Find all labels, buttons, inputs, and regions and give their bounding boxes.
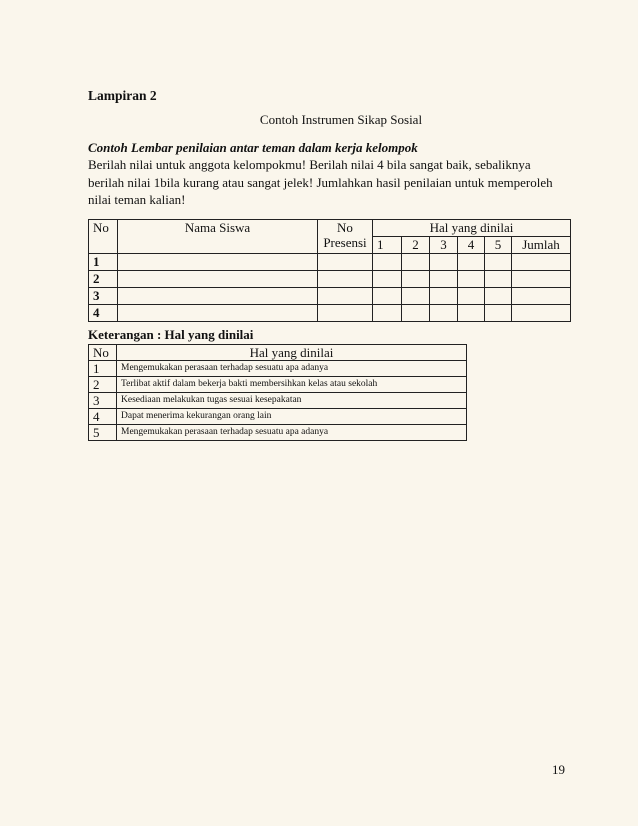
header-no-presensi: [318, 220, 373, 254]
criteria-no: 3: [89, 393, 117, 409]
table-row: [89, 254, 571, 271]
page-number: 19: [552, 762, 565, 777]
table-row: [89, 425, 467, 441]
table-row: [89, 305, 571, 322]
subheader-5: 5: [485, 237, 512, 254]
criteria-text: Mengemukakan perasaan terhadap sesuatu apa adanya: [117, 425, 467, 441]
table-row: [89, 409, 467, 425]
table-row: [89, 393, 467, 409]
table-row: [89, 288, 571, 305]
instructions-paragraph: Berilah nilai untuk anggota kelompokmu! Berilah nilai 4 bila sangat baik, sebaliknya berilah nilai 1bila kurang atau sangat jelek! Jumlahkan hasil penilaian untuk memperoleh nilai teman kalian!: [88, 157, 553, 207]
assessment-table: [88, 219, 571, 322]
table-row: [89, 271, 571, 288]
criteria-text: Terlibat aktif dalam bekerja bakti membersihkan kelas atau sekolah: [117, 377, 467, 393]
subheader-3: 3: [430, 237, 458, 254]
criteria-table: [88, 344, 467, 441]
subheader-jumlah: Jumlah: [512, 237, 571, 254]
section-subtitle: Contoh Lembar penilaian antar teman dalam kerja kelompok: [88, 140, 418, 155]
header-hal-yang-dinilai: Hal yang dinilai: [373, 220, 571, 237]
criteria-no: 2: [89, 377, 117, 393]
keterangan-heading: Keterangan : Hal yang dinilai: [88, 327, 254, 342]
criteria-header-no: No: [89, 345, 117, 361]
row-number: 3: [89, 288, 118, 305]
header-nama-siswa: Nama Siswa: [118, 220, 318, 254]
criteria-text: Dapat menerima kekurangan orang lain: [117, 409, 467, 425]
subheader-4: 4: [458, 237, 485, 254]
criteria-no: 4: [89, 409, 117, 425]
header-presensi-line2: Presensi: [323, 235, 367, 250]
header-no: No: [89, 220, 118, 254]
subheader-1: 1: [373, 237, 402, 254]
criteria-no: 5: [89, 425, 117, 441]
row-number: 1: [89, 254, 118, 271]
criteria-header-hal: Hal yang dinilai: [117, 345, 467, 361]
header-presensi-line1: No: [337, 220, 353, 235]
table-row: [89, 361, 467, 377]
row-number: 2: [89, 271, 118, 288]
document-title: Contoh Instrumen Sikap Sosial: [259, 112, 423, 127]
criteria-no: 1: [89, 361, 117, 377]
lampiran-heading: Lampiran 2: [88, 88, 157, 103]
table-row: [89, 377, 467, 393]
criteria-text: Mengemukakan perasaan terhadap sesuatu apa adanya: [117, 361, 467, 377]
criteria-text: Kesediaan melakukan tugas sesuai kesepakatan: [117, 393, 467, 409]
row-number: 4: [89, 305, 118, 322]
subheader-2: 2: [402, 237, 430, 254]
